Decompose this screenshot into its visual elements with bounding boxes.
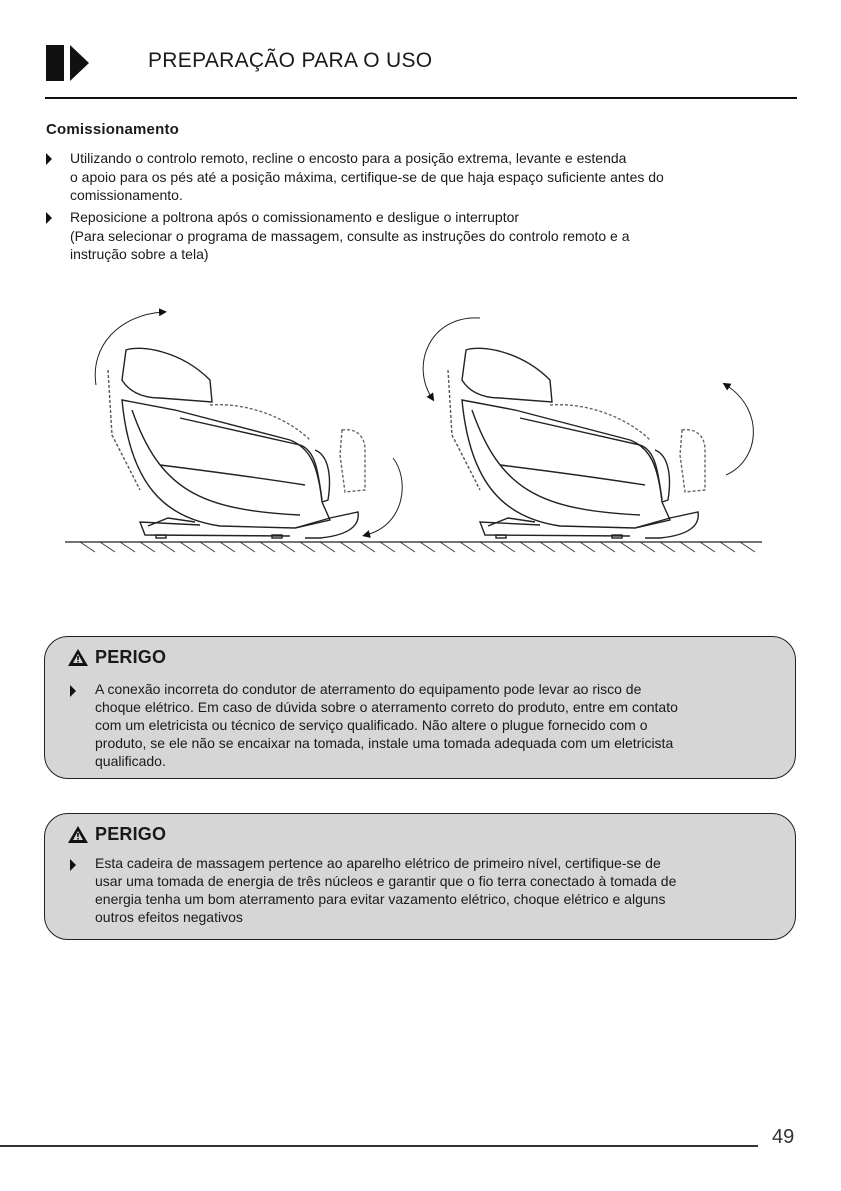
text-line: (Para selecionar o programa de massagem, consulte as instruções do controlo remoto e a — [70, 227, 630, 244]
warning-triangle-icon — [67, 648, 89, 667]
page-number: 49 — [772, 1126, 795, 1148]
arrow-reposition-icon — [423, 318, 480, 398]
danger-heading — [67, 824, 166, 845]
danger-label: PERIGO — [95, 824, 167, 844]
text-line: Esta cadeira de massagem pertence ao aparelho elétrico de primeiro nível, certifique-se de — [95, 855, 661, 871]
text-line: qualificado. — [95, 753, 166, 769]
text-line: A conexão incorreta do condutor de aterramento do equipamento pode levar ao risco de — [95, 681, 642, 697]
section-title: Comissionamento — [46, 121, 180, 138]
danger-label: PERIGO — [95, 647, 167, 667]
danger-heading — [67, 647, 166, 668]
danger-box-1 — [44, 636, 796, 779]
bullet-icon — [46, 212, 52, 224]
footer-divider — [0, 1145, 758, 1147]
floor-hatching — [80, 542, 755, 552]
text-line: com um eletricista ou técnico de serviço qualificado. Não altere o plugue fornecido com o — [95, 717, 648, 733]
arrow-footrest-up-icon — [726, 385, 753, 475]
text-line: outros efeitos negativos — [95, 909, 243, 925]
danger-text — [95, 854, 676, 926]
bullet-icon — [70, 859, 76, 871]
text-line: produto, se ele não se encaixar na tomada, instale uma tomada adequada com um eletricista — [95, 735, 674, 751]
chair-left — [108, 348, 365, 538]
instruction-paragraph-2 — [70, 208, 630, 264]
text-line: o apoio para os pés até a posição máxima, certifique-se de que haja espaço suficiente antes do — [70, 168, 664, 185]
text-line: comissionamento. — [70, 187, 183, 203]
text-line: choque elétrico. Em caso de dúvida sobre o aterramento correto do produto, entre em contato — [95, 699, 678, 715]
bullet-icon — [46, 153, 52, 165]
text-line: Utilizando o controlo remoto, recline o encosto para a posição extrema, levante e estenda — [70, 150, 627, 166]
warning-triangle-icon — [67, 825, 89, 844]
text-line: energia tenha um bom aterramento para evitar vazamento elétrico, choque elétrico e alguns — [95, 891, 666, 907]
header-divider — [45, 97, 797, 99]
chair-right — [448, 348, 705, 538]
massage-chair-illustration — [60, 290, 770, 560]
section-marker-icon — [46, 45, 64, 81]
text-line: usar uma tomada de energia de três núcleos e garantir que o fio terra conectado à tomada de — [95, 873, 677, 889]
text-line: Reposicione a poltrona após o comissionamento e desligue o interruptor — [70, 209, 520, 225]
danger-text — [95, 680, 678, 770]
text-line: instrução sobre a tela) — [70, 246, 209, 262]
page-title: PREPARAÇÃO PARA O USO — [148, 49, 433, 72]
section-arrow-icon — [70, 45, 89, 81]
danger-box-2 — [44, 813, 796, 940]
instruction-paragraph-1 — [70, 149, 664, 205]
arrow-footrest-icon — [366, 458, 402, 535]
bullet-icon — [70, 685, 76, 697]
